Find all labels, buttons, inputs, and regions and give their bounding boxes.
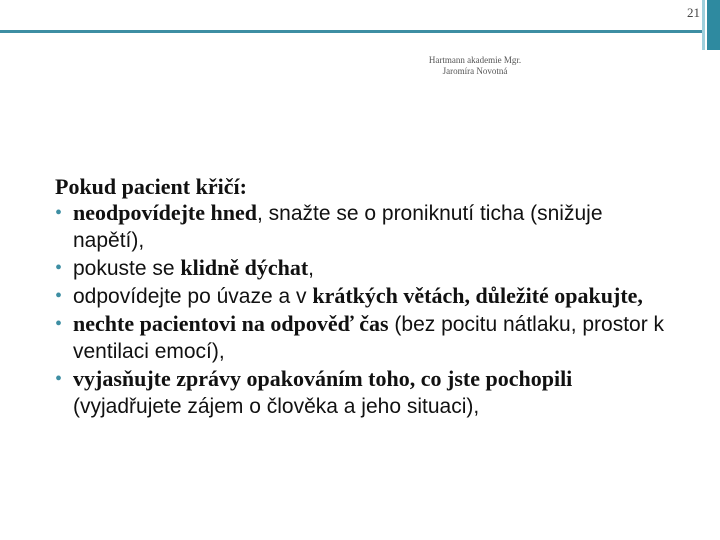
item-text: pokuste se xyxy=(73,257,181,280)
item-text: , xyxy=(308,257,315,280)
corner-accent-light xyxy=(702,0,705,50)
slide-content xyxy=(55,174,675,421)
corner-accent-bar xyxy=(707,0,720,50)
bullet-dot-icon: • xyxy=(55,202,63,224)
item-emphasis: krátkých větách, důležité opakujte, xyxy=(312,283,643,308)
author-note xyxy=(380,55,570,77)
header-rule xyxy=(0,30,704,33)
item-emphasis: nechte pacientovi na odpověď čas xyxy=(73,311,389,336)
header-band xyxy=(0,0,720,30)
content-heading: Pokud pacient křičí: xyxy=(55,174,247,199)
item-emphasis: klidně dýchat xyxy=(180,255,309,280)
list-item xyxy=(55,255,675,282)
slide-number: 21 xyxy=(687,5,700,20)
list-item xyxy=(55,366,675,420)
bullet-dot-icon: • xyxy=(55,368,63,390)
bullet-dot-icon: • xyxy=(55,257,63,279)
item-emphasis: neodpovídejte hned xyxy=(73,200,257,225)
list-item xyxy=(55,283,675,310)
item-emphasis: vyjasňujte zprávy opakováním toho, co jste pochopili xyxy=(73,366,573,391)
item-text: (vyjadřujete zájem o člověka a jeho situaci), xyxy=(73,395,480,418)
item-text: odpovídejte po úvaze a v xyxy=(73,285,313,308)
bullet-list xyxy=(55,200,675,420)
author-note-line2: Jaromíra Novotná xyxy=(442,66,508,76)
list-item xyxy=(55,200,675,254)
author-note-line1: Hartmann akademie Mgr. xyxy=(428,55,522,65)
list-item xyxy=(55,311,675,365)
item-text: , snažte se o proniknutí ticha (snižuje napětí), xyxy=(73,202,603,252)
bullet-dot-icon: • xyxy=(55,285,63,307)
item-text: (bez pocitu nátlaku, prostor k ventilaci emocí), xyxy=(73,313,665,363)
bullet-dot-icon: • xyxy=(55,313,63,335)
